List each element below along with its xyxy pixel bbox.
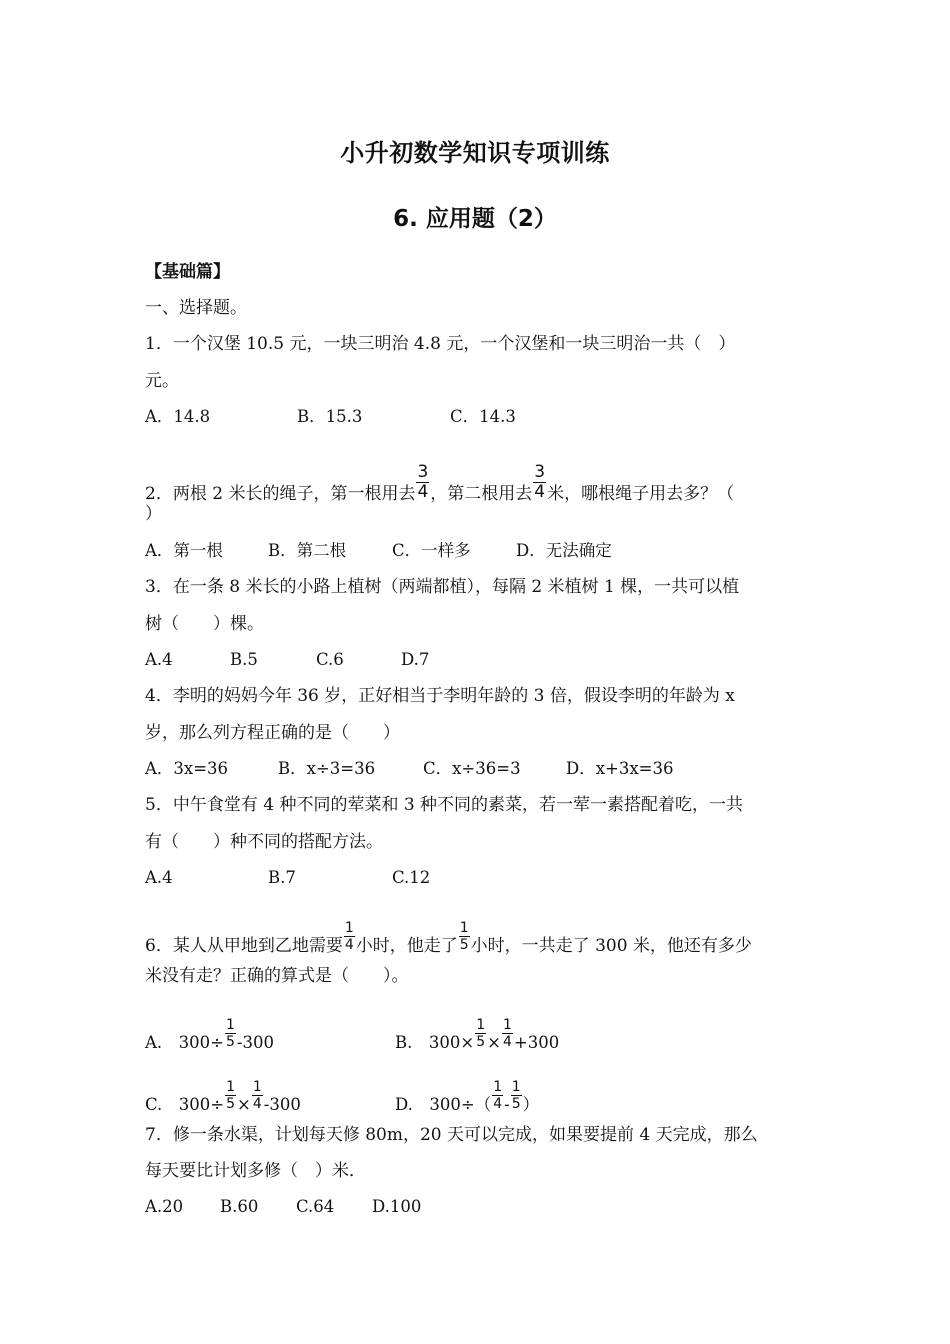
question-2-part-1: 2．两根 2 米长的绳子，第一根用去 [145, 484, 416, 504]
question-2-part-2: ，第二根用去 [430, 484, 533, 504]
document-title: 小升初数学知识专项训练 [340, 139, 610, 167]
question-6-option-b: B. 300× $\frac{1}{5}$ × $\frac{1}{4}$ +300 [395, 1017, 560, 1052]
section-heading: 【基础篇】 [145, 262, 230, 282]
question-3-option-c: C.6 [316, 650, 344, 669]
part-heading: 一、选择题。 [145, 298, 247, 318]
question-4-option-b: B．x÷3=36 [278, 759, 376, 778]
question-5-option-a: A.4 [145, 868, 173, 887]
question-3-option-b: B.5 [230, 650, 258, 669]
question-2-option-c: C．一样多 [392, 541, 471, 560]
question-4-text: 4．李明的妈妈今年 36 岁，正好相当于李明年龄的 3 倍，假设李明的年龄为 x [145, 686, 735, 706]
question-2-part-3: 米，哪根绳子用去多？（ [547, 484, 735, 504]
question-4-text-cont: 岁，那么列方程正确的是（ ） [145, 723, 400, 743]
question-7-text: 7．修一条水渠，计划每天修 80m，20 天可以完成，如果要提前 4 天完成，那么 [145, 1125, 758, 1145]
fraction-1-4: $\frac{1}{4}$ [493, 1079, 503, 1112]
question-6-part-2: 小时，他走了 [355, 936, 458, 956]
question-3-text-cont: 树（ ）棵。 [145, 614, 264, 634]
question-5-text-cont: 有（ ）种不同的搭配方法。 [145, 832, 383, 852]
question-7-text-cont: 每天要比计划多修（ ）米． [145, 1161, 366, 1181]
fraction-1-5: $\frac{1}{5}$ [476, 1017, 486, 1050]
question-1-option-b: B．15.3 [297, 407, 363, 426]
question-4-option-d: D．x+3x=36 [566, 759, 674, 778]
question-5-option-c: C.12 [392, 868, 431, 887]
fraction-1-4: $\frac{1}{4}$ [252, 1079, 262, 1112]
fraction-1-4: $\frac{1}{4}$ [344, 920, 354, 953]
question-7-option-d: D.100 [372, 1197, 422, 1216]
question-6-text [145, 921, 752, 956]
question-2-option-a: A．第一根 [145, 541, 223, 560]
question-3-text: 3．在一条 8 米长的小路上植树（两端都植），每隔 2 米植树 1 棵，一共可以植 [145, 577, 740, 597]
question-1-option-a: A．14.8 [145, 407, 211, 426]
question-5-text: 5．中午食堂有 4 种不同的荤菜和 3 种不同的素菜，若一荤一素搭配着吃，一共 [145, 795, 744, 815]
question-1-text: 1．一个汉堡 10.5 元，一块三明治 4.8 元，一个汉堡和一块三明治一共（ ） [145, 334, 736, 354]
question-6-option-c: C. 300÷ $\frac{1}{5}$ × $\frac{1}{4}$ -300 [145, 1079, 301, 1114]
fraction-1-5: $\frac{1}{5}$ [226, 1079, 236, 1112]
question-3-option-d: D.7 [401, 650, 430, 669]
question-4-option-c: C．x÷36=3 [423, 759, 521, 778]
document-subtitle: 6. 应用题（2） [393, 206, 557, 232]
question-2-text-cont: ） [145, 504, 162, 524]
question-7-option-b: B.60 [220, 1197, 259, 1216]
question-6-text-cont: 米没有走？正确的算式是（ ）。 [145, 966, 409, 986]
question-3-option-a: A.4 [145, 650, 173, 669]
question-5-option-b: B.7 [268, 868, 296, 887]
question-6-part-1: 6．某人从甲地到乙地需要 [145, 936, 343, 956]
question-1-option-c: C．14.3 [450, 407, 516, 426]
fraction-1-5: $\frac{1}{5}$ [459, 920, 469, 953]
fraction-1-5: $\frac{1}{5}$ [511, 1079, 521, 1112]
question-2-option-d: D．无法确定 [516, 541, 612, 560]
question-6-part-3: 小时，一共走了 300 米，他还有多少 [470, 936, 752, 956]
question-2-text [145, 464, 734, 504]
question-1-text-cont: 元。 [145, 371, 179, 391]
fraction-3-4: $\frac{3}{4}$ [534, 462, 546, 502]
question-7-option-c: C.64 [296, 1197, 335, 1216]
fraction-1-4: $\frac{1}{4}$ [502, 1017, 512, 1050]
fraction-3-4: $\frac{3}{4}$ [417, 462, 429, 502]
fraction-1-5: $\frac{1}{5}$ [225, 1017, 235, 1050]
question-7-option-a: A.20 [145, 1197, 184, 1216]
question-6-option-d: D. 300÷（ $\frac{1}{4}$ - $\frac{1}{5}$ ） [395, 1079, 540, 1114]
question-4-option-a: A．3x=36 [145, 759, 229, 778]
question-2-option-b: B．第二根 [268, 541, 347, 560]
question-6-option-a: A. 300÷ $\frac{1}{5}$ -300 [145, 1017, 274, 1052]
